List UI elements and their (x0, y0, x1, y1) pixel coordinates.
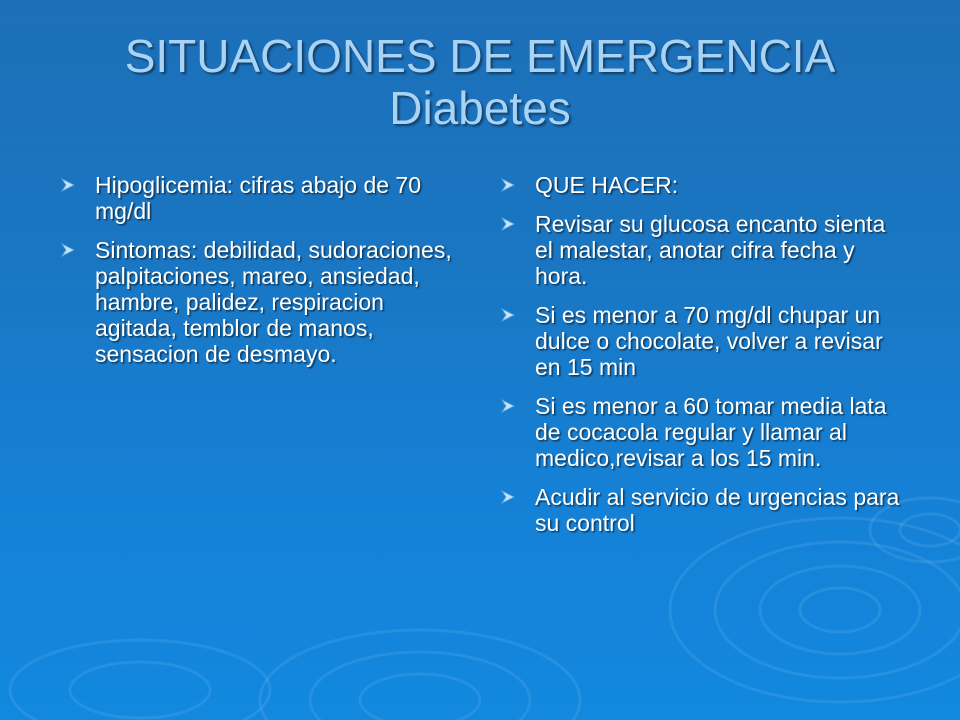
list-item-text: Revisar su glucosa encanto sienta el malestar, anotar cifra fecha y hora. (535, 211, 886, 289)
list-item-text: QUE HACER: (535, 172, 679, 198)
slide-title (40, 30, 920, 134)
list-item (57, 172, 452, 224)
title-line-sub: Diabetes (389, 82, 571, 134)
arrowhead-bullet-icon (501, 399, 515, 413)
arrowhead-bullet-icon (61, 243, 75, 257)
arrowhead-bullet-icon (61, 178, 75, 192)
list-item-text: Si es menor a 70 mg/dl chupar un dulce o chocolate, volver a revisar en 15 min (535, 302, 883, 380)
right-bullet-list (497, 172, 907, 549)
arrowhead-bullet-icon (501, 490, 515, 504)
list-item (57, 237, 452, 367)
list-item (497, 484, 907, 536)
arrowhead-bullet-icon (501, 308, 515, 322)
arrowhead-bullet-icon (501, 178, 515, 192)
list-item-text: Acudir al servicio de urgencias para su control (535, 484, 900, 536)
list-item (497, 393, 907, 471)
arrowhead-bullet-icon (501, 217, 515, 231)
list-item (497, 172, 907, 198)
left-bullet-list (57, 172, 452, 380)
list-item (497, 302, 907, 380)
list-item-text: Sintomas: debilidad, sudoraciones, palpitaciones, mareo, ansiedad, hambre, palidez, respiracion agitada, temblor de manos, sensacion de desmayo. (95, 237, 452, 367)
list-item-text: Si es menor a 60 tomar media lata de cocacola regular y llamar al medico,revisar a los 15 min. (535, 393, 887, 471)
list-item (497, 211, 907, 289)
title-line-main: SITUACIONES DE EMERGENCIA (124, 30, 836, 82)
list-item-text: Hipoglicemia: cifras abajo de 70 mg/dl (95, 172, 422, 224)
